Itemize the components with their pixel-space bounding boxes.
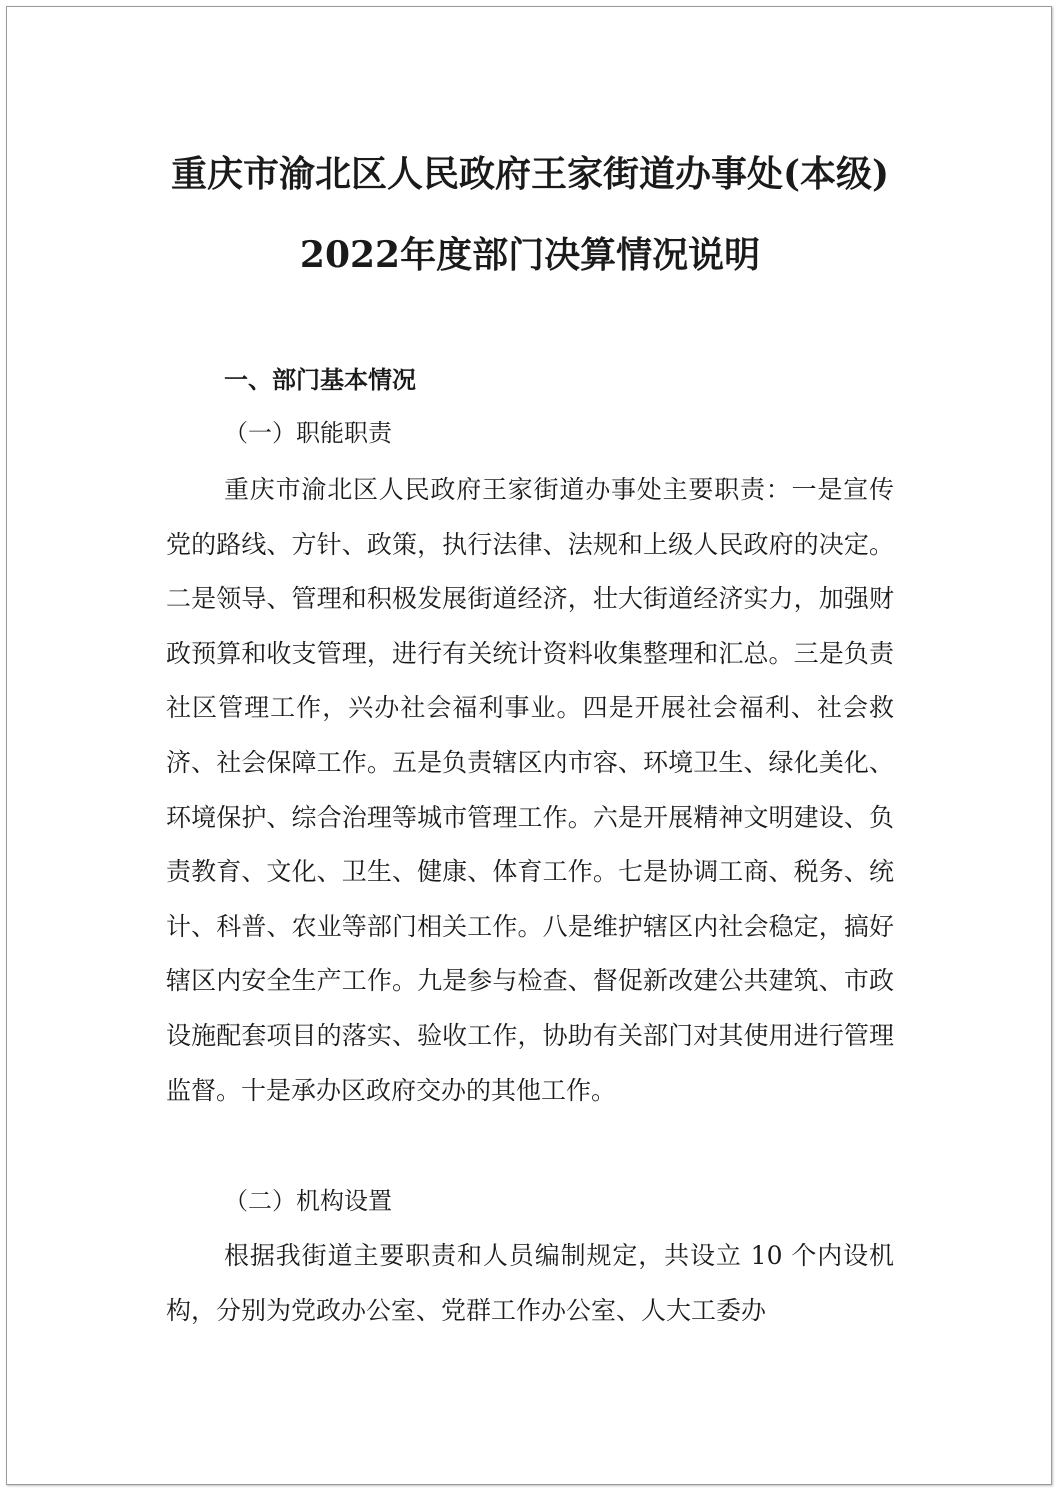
section-heading-basic-info: 一、部门基本情况	[224, 366, 416, 394]
document-title-line-2: 2022年度部门决算情况说明	[299, 234, 761, 276]
paragraph-duties: 重庆市渝北区人民政府王家街道办事处主要职责：一是宣传党的路线、方针、政策，执行法律、法规和上级人民政府的决定。二是领导、管理和积极发展街道经济，壮大街道经济实力，加强财政预算和收支管理，进行有关统计资料收集整理和汇总。三是负责社区管理工作，兴办社会福利事业。四是开展社会福利、社会救济、社会保障工作。五是负责辖区内市容、环境卫生、绿化美化、环境保护、综合治理等城市管理工作。六是开展精神文明建设、负责教育、文化、卫生、健康、体育工作。七是协调工商、税务、统计、科普、农业等部门相关工作。八是维护辖区内社会稳定，搞好辖区内安全生产工作。九是参与检查、督促新改建公共建筑、市政设施配套项目的落实、验收工作，协助有关部门对其使用进行管理监督。十是承办区政府交办的其他工作。	[166, 475, 894, 1105]
subsection-heading-organization: （二）机构设置	[224, 1187, 392, 1215]
paragraph-organization: 根据我街道主要职责和人员编制规定，共设立 10 个内设机构，分别为党政办公室、党群工作办公室、人大工委办	[166, 1241, 894, 1325]
document-title-line-1: 重庆市渝北区人民政府王家街道办事处(本级)	[170, 153, 890, 195]
subsection-heading-duties: （一）职能职责	[224, 419, 392, 447]
